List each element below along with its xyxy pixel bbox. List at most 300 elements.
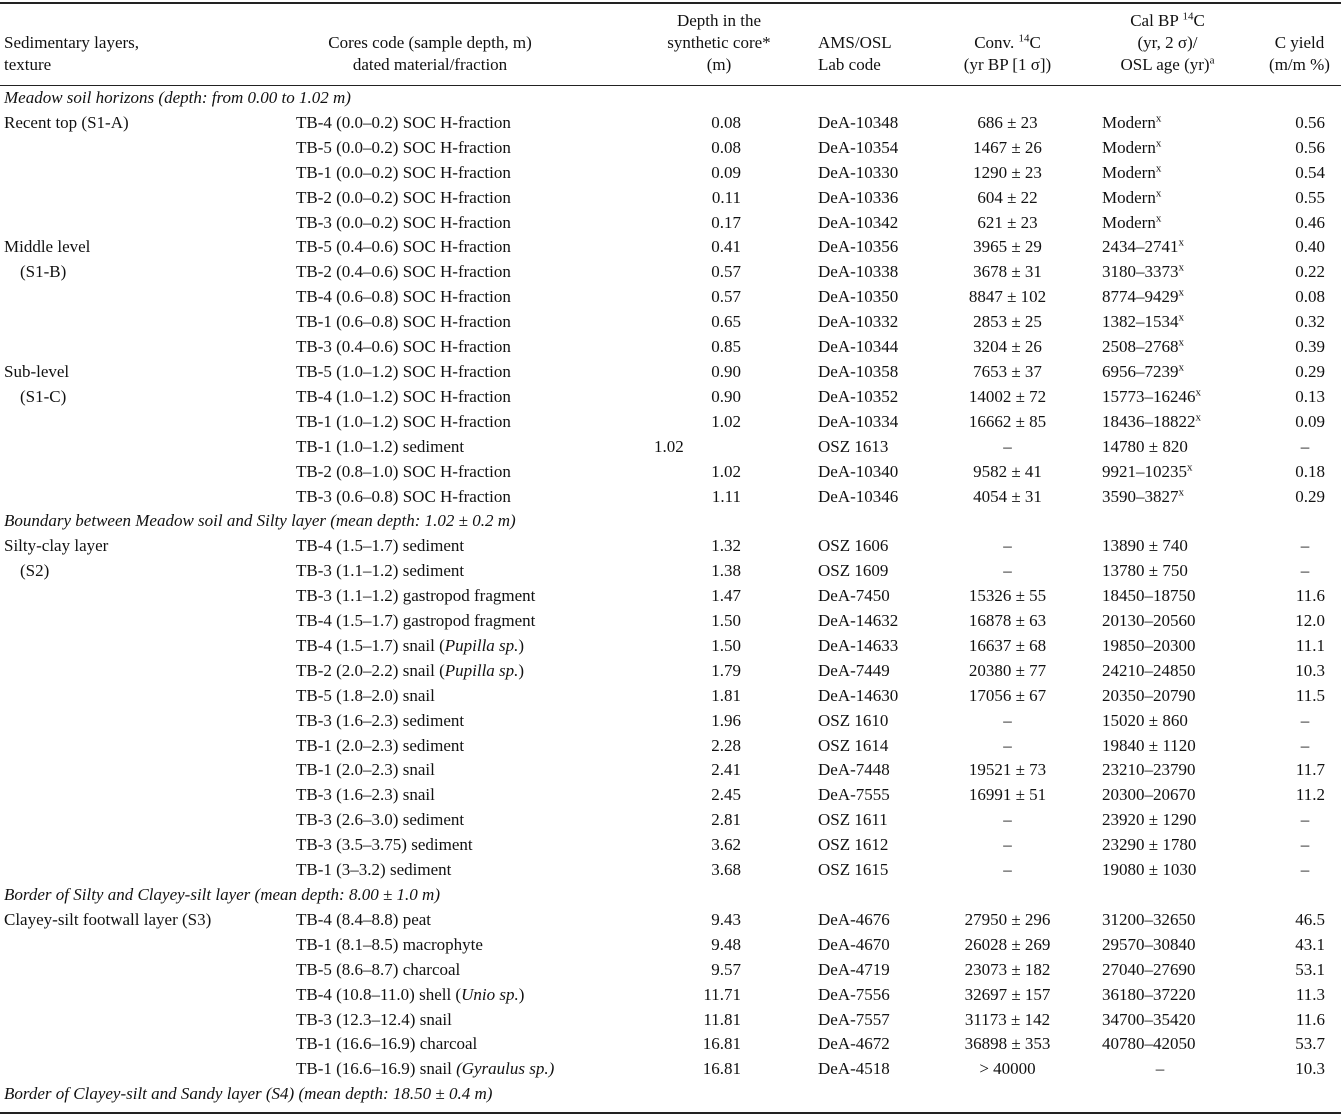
header-core-line1: Cores code (sample depth, m): [328, 33, 532, 52]
c-yield-cell: 0.32: [1295, 312, 1325, 332]
table-row: [0, 1057, 1341, 1082]
conv-age-cell: 23073 ± 182: [964, 959, 1051, 979]
conv-age-cell: 1290 ± 23: [973, 162, 1042, 182]
table-row: [0, 734, 1341, 759]
cal-age-cell: 20350–20790: [1102, 685, 1196, 705]
table-row: [0, 559, 1341, 584]
table-row: [0, 858, 1341, 883]
header-depth-line3: (m): [706, 55, 732, 74]
table-row: [0, 808, 1341, 833]
table-row: [0, 460, 1341, 485]
cal-age-cell: 15020 ± 860: [1102, 710, 1188, 730]
core-cell: TB-4 (8.4–8.8) peat: [296, 909, 432, 929]
depth-cell: 0.08: [711, 112, 741, 132]
core-cell: TB-1 (3–3.2) sediment: [296, 860, 452, 880]
c-yield-cell: –: [1300, 835, 1310, 855]
core-cell: TB-4 (10.8–11.0) shell (Unio sp.): [296, 984, 525, 1004]
depth-cell: 1.02: [711, 461, 741, 481]
header-cal-main: Cal BP: [1130, 11, 1179, 30]
c-yield-cell: 0.39: [1295, 337, 1325, 357]
lab-code-cell: OSZ 1606: [818, 536, 889, 556]
depth-cell: 1.02: [711, 411, 741, 431]
cal-age-cell: 23210–23790: [1102, 760, 1196, 780]
cal-age-cell: Modern$^x$: [1102, 137, 1162, 157]
conv-age-cell: 20380 ± 77: [968, 660, 1047, 680]
header-core: [300, 10, 560, 76]
c-yield-cell: –: [1300, 860, 1310, 880]
footnote-mark: x: [1155, 211, 1162, 224]
core-cell: TB-1 (1.0–1.2) SOC H-fraction: [296, 411, 511, 431]
cal-age-cell: 34700–35420: [1102, 1009, 1196, 1029]
table-row: [0, 186, 1341, 211]
header-cal-line1: [1095, 10, 1240, 32]
conv-age-cell: 15326 ± 55: [968, 586, 1047, 606]
table-row: [0, 684, 1341, 709]
conv-age-cell: 14002 ± 72: [968, 386, 1047, 406]
footnote-mark: x: [1178, 336, 1184, 349]
lab-code-cell: DeA-14630: [818, 685, 899, 705]
lab-code-cell: DeA-10354: [818, 137, 899, 157]
header-cal-line3-text: OSL age (yr): [1120, 55, 1210, 74]
cal-age-cell: 2434–2741$^x$: [1102, 236, 1184, 257]
depth-cell: 1.96: [711, 710, 741, 730]
conv-age-cell: > 40000: [979, 1059, 1036, 1079]
table-row: [0, 1032, 1341, 1057]
depth-cell: 0.57: [711, 287, 741, 307]
conv-age-cell: 2853 ± 25: [973, 312, 1042, 332]
header-depth-line1: Depth in the: [676, 11, 762, 30]
lab-code-cell: OSZ 1611: [818, 810, 888, 830]
lab-code-cell: DeA-10338: [818, 262, 899, 282]
core-cell: TB-3 (2.6–3.0) sediment: [296, 810, 465, 830]
header-conv-rest: C: [1029, 33, 1041, 52]
table-row: [0, 584, 1341, 609]
lab-code-cell: DeA-10352: [818, 386, 899, 406]
lab-code-cell: DeA-10332: [818, 312, 899, 332]
core-cell: TB-1 (2.0–2.3) sediment: [296, 735, 465, 755]
depth-cell: 1.11: [711, 486, 741, 506]
lab-code-cell: DeA-10344: [818, 337, 899, 357]
table-row: [0, 1008, 1341, 1033]
section-heading: Boundary between Meadow soil and Silty layer (mean depth: 1.02 ± 0.2 m): [4, 511, 516, 531]
depth-cell: 16.81: [702, 1059, 741, 1079]
depth-cell: 9.43: [711, 909, 741, 929]
table-row: [0, 285, 1341, 310]
taxon-name: Pupilla sp.: [444, 660, 519, 680]
depth-cell: 0.57: [711, 262, 741, 282]
conv-age-cell: 16662 ± 85: [968, 411, 1047, 431]
lab-code-cell: DeA-7449: [818, 660, 890, 680]
lab-code-cell: OSZ 1612: [818, 835, 889, 855]
conv-age-cell: 16991 ± 51: [968, 785, 1047, 805]
footnote-mark: x: [1178, 361, 1184, 374]
layer-cell: Sub-level: [4, 361, 70, 381]
footnote-mark: x: [1178, 485, 1184, 498]
c-yield-cell: 11.5: [1295, 685, 1325, 705]
lab-code-cell: DeA-10350: [818, 287, 899, 307]
cal-age-cell: 40780–42050: [1102, 1034, 1196, 1054]
lab-code-cell: DeA-7557: [818, 1009, 890, 1029]
footnote-mark: x: [1155, 186, 1162, 199]
conv-age-cell: 3678 ± 31: [973, 262, 1042, 282]
header-depth-line2: synthetic core*: [667, 33, 771, 52]
header-depth: [654, 10, 784, 76]
cal-age-cell: 9921–10235$^x$: [1102, 460, 1193, 481]
lab-code-cell: OSZ 1614: [818, 735, 889, 755]
conv-age-cell: –: [1003, 561, 1012, 581]
lab-code-cell: DeA-10346: [818, 486, 899, 506]
core-cell: TB-1 (0.0–0.2) SOC H-fraction: [296, 162, 511, 182]
depth-cell: 3.68: [711, 860, 741, 880]
core-cell: TB-3 (3.5–3.75) sediment: [296, 835, 473, 855]
core-cell: TB-2 (0.4–0.6) SOC H-fraction: [296, 262, 511, 282]
cal-age-cell: 14780 ± 820: [1102, 436, 1188, 456]
conv-age-cell: 19521 ± 73: [968, 760, 1047, 780]
layer-cell: Middle level: [4, 237, 91, 257]
conv-age-cell: 4054 ± 31: [973, 486, 1042, 506]
section-heading: Meadow soil horizons (depth: from 0.00 to 1.02 m): [4, 88, 351, 107]
header-cal-sup: 14: [1182, 10, 1194, 23]
c-yield-cell: –: [1300, 436, 1310, 456]
header-layer-line2: texture: [4, 55, 52, 74]
conv-age-cell: –: [1003, 436, 1012, 456]
c-yield-cell: 0.56: [1295, 112, 1325, 132]
core-cell: TB-4 (1.5–1.7) sediment: [296, 536, 465, 556]
section-heading: Border of Silty and Clayey-silt layer (mean depth: 8.00 ± 1.0 m): [4, 885, 440, 904]
c-yield-cell: 0.54: [1295, 162, 1325, 182]
depth-cell: 1.02: [654, 436, 684, 456]
cal-age-cell: 24210–24850: [1102, 660, 1196, 680]
table-row: [0, 958, 1341, 983]
cal-age-cell: –: [1155, 1059, 1165, 1079]
core-cell: TB-3 (1.1–1.2) gastropod fragment: [296, 586, 536, 606]
section-heading: Border of Clayey-silt and Sandy layer (S4) (mean depth: 18.50 ± 0.4 m): [4, 1084, 493, 1104]
depth-cell: 0.09: [711, 162, 741, 182]
cal-age-cell: 23290 ± 1780: [1102, 835, 1197, 855]
c-yield-cell: 0.13: [1295, 386, 1325, 406]
bottom-rule: [0, 1112, 1341, 1114]
conv-age-cell: 604 ± 22: [977, 187, 1038, 207]
depth-cell: 1.50: [711, 635, 741, 655]
table-row: [0, 410, 1341, 435]
core-cell: TB-4 (1.5–1.7) snail (Pupilla sp.): [296, 635, 525, 655]
cal-age-cell: 18450–18750: [1102, 586, 1196, 606]
lab-code-cell: DeA-14633: [818, 635, 899, 655]
core-cell: TB-4 (1.0–1.2) SOC H-fraction: [296, 386, 511, 406]
layer-cell: (S1-C): [20, 386, 67, 406]
depth-cell: 1.50: [711, 611, 741, 631]
depth-cell: 1.47: [711, 586, 741, 606]
core-cell: TB-2 (0.0–0.2) SOC H-fraction: [296, 187, 511, 207]
header-lab: [818, 10, 892, 76]
c-yield-cell: 0.22: [1295, 262, 1325, 282]
table-row: [0, 161, 1341, 186]
cal-age-cell: 2508–2768$^x$: [1102, 336, 1184, 357]
depth-cell: 1.38: [711, 561, 741, 581]
c-yield-cell: 11.3: [1295, 984, 1325, 1004]
lab-code-cell: DeA-4676: [818, 909, 890, 929]
layer-cell: Recent top (S1-A): [4, 112, 129, 132]
cal-age-cell: 18436–18822$^x$: [1102, 411, 1201, 431]
lab-code-cell: DeA-7448: [818, 760, 890, 780]
lab-code-cell: DeA-7556: [818, 984, 890, 1004]
cal-age-cell: 29570–30840: [1102, 934, 1196, 954]
conv-age-cell: –: [1003, 810, 1012, 830]
core-cell: TB-1 (0.6–0.8) SOC H-fraction: [296, 312, 511, 332]
footnote-mark: x: [1155, 112, 1162, 125]
conv-age-cell: –: [1003, 735, 1012, 755]
conv-age-cell: –: [1003, 860, 1012, 880]
table-row: [0, 360, 1341, 385]
depth-cell: 0.41: [711, 237, 741, 257]
c-yield-cell: 11.2: [1295, 785, 1325, 805]
table-row: [0, 908, 1341, 933]
core-cell: TB-3 (12.3–12.4) snail: [296, 1009, 452, 1029]
header-layer: [4, 10, 139, 76]
table-row: [0, 260, 1341, 285]
c-yield-cell: 0.40: [1295, 237, 1325, 257]
depth-cell: 11.71: [703, 984, 741, 1004]
depth-cell: 0.17: [711, 212, 741, 232]
section-heading-row: [0, 86, 1341, 111]
cal-age-cell: 6956–7239$^x$: [1102, 361, 1184, 381]
layer-cell: (S2): [20, 561, 50, 581]
lab-code-cell: DeA-10340: [818, 461, 899, 481]
core-cell: TB-5 (8.6–8.7) charcoal: [296, 959, 461, 979]
conv-age-cell: –: [1003, 710, 1012, 730]
core-cell: TB-5 (0.0–0.2) SOC H-fraction: [296, 137, 511, 157]
core-cell: TB-1 (1.0–1.2) sediment: [296, 436, 465, 456]
table-row: [0, 634, 1341, 659]
core-cell: TB-3 (0.4–0.6) SOC H-fraction: [296, 337, 511, 357]
c-yield-cell: –: [1300, 735, 1310, 755]
conv-age-cell: 16637 ± 68: [968, 635, 1047, 655]
conv-age-cell: 9582 ± 41: [973, 461, 1042, 481]
table-row: [0, 111, 1341, 136]
header-conv-main: Conv.: [974, 33, 1015, 52]
depth-cell: 0.90: [711, 361, 741, 381]
table-row: [0, 758, 1341, 783]
header-cal-line2: (yr, 2 σ)/: [1137, 33, 1198, 52]
c-yield-cell: 10.3: [1295, 660, 1325, 680]
header-cal-line3: [1095, 54, 1240, 76]
conv-age-cell: 31173 ± 142: [964, 1009, 1051, 1029]
conv-age-cell: 27950 ± 296: [964, 909, 1051, 929]
depth-cell: 0.85: [711, 337, 741, 357]
conv-age-cell: 17056 ± 67: [968, 685, 1047, 705]
top-rule: [0, 2, 1341, 4]
table-row: [0, 833, 1341, 858]
cal-age-cell: Modern$^x$: [1102, 162, 1162, 182]
depth-cell: 9.57: [711, 959, 741, 979]
conv-age-cell: 7653 ± 37: [973, 361, 1042, 381]
cal-age-cell: 13890 ± 740: [1102, 536, 1188, 556]
c-yield-cell: 11.7: [1295, 760, 1325, 780]
core-cell: TB-3 (0.0–0.2) SOC H-fraction: [296, 212, 511, 232]
section-heading-row: [0, 1082, 1341, 1107]
header-cal: [1095, 10, 1240, 76]
header-conv-line1: [940, 32, 1075, 54]
taxon-name: (Gyraulus sp.): [456, 1059, 555, 1079]
depth-cell: 1.79: [711, 660, 741, 680]
lab-code-cell: DeA-10356: [818, 237, 899, 257]
conv-age-cell: 3965 ± 29: [973, 237, 1042, 257]
c-yield-cell: 0.09: [1295, 411, 1325, 431]
conv-age-cell: 26028 ± 269: [964, 934, 1051, 954]
lab-code-cell: DeA-10342: [818, 212, 899, 232]
table-row: [0, 783, 1341, 808]
lab-code-cell: DeA-10334: [818, 411, 899, 431]
section-heading-row: [0, 509, 1341, 534]
table-row: [0, 983, 1341, 1008]
depth-cell: 2.45: [711, 785, 741, 805]
conv-age-cell: 686 ± 23: [977, 112, 1038, 132]
table-row: [0, 609, 1341, 634]
conv-age-cell: 1467 ± 26: [973, 137, 1042, 157]
table-row: [0, 310, 1341, 335]
lab-code-cell: DeA-4672: [818, 1034, 890, 1054]
core-cell: TB-3 (1.6–2.3) snail: [296, 785, 435, 805]
table-row: [0, 709, 1341, 734]
c-yield-cell: –: [1300, 561, 1310, 581]
conv-age-cell: –: [1003, 835, 1012, 855]
footnote-mark: x: [1178, 286, 1184, 299]
depth-cell: 9.48: [711, 934, 741, 954]
cal-age-cell: 27040–27690: [1102, 959, 1196, 979]
depth-cell: 2.28: [711, 735, 741, 755]
core-cell: TB-3 (1.1–1.2) sediment: [296, 561, 465, 581]
lab-code-cell: OSZ 1613: [818, 436, 889, 456]
lab-code-cell: DeA-10358: [818, 361, 899, 381]
c-yield-cell: 0.56: [1295, 137, 1325, 157]
table-row: [0, 534, 1341, 559]
c-yield-cell: –: [1300, 710, 1310, 730]
depth-cell: 11.81: [703, 1009, 741, 1029]
table-row: [0, 211, 1341, 236]
core-cell: TB-1 (16.6–16.9) snail (Gyraulus sp.): [296, 1059, 555, 1079]
layer-cell: (S1-B): [20, 262, 67, 282]
conv-age-cell: –: [1003, 536, 1012, 556]
cal-age-cell: Modern$^x$: [1102, 112, 1162, 132]
conv-age-cell: 32697 ± 157: [964, 984, 1051, 1004]
lab-code-cell: DeA-7555: [818, 785, 890, 805]
cal-age-cell: 13780 ± 750: [1102, 561, 1188, 581]
footnote-mark: x: [1178, 261, 1184, 274]
core-cell: TB-4 (0.0–0.2) SOC H-fraction: [296, 112, 511, 132]
depth-cell: 3.62: [711, 835, 741, 855]
c-yield-cell: 12.0: [1295, 611, 1325, 631]
core-cell: TB-1 (16.6–16.9) charcoal: [296, 1034, 478, 1054]
lab-code-cell: OSZ 1609: [818, 561, 889, 581]
c-yield-cell: 0.46: [1295, 212, 1325, 232]
c-yield-cell: –: [1300, 536, 1310, 556]
footnote-mark: x: [1155, 137, 1162, 150]
c-yield-cell: 10.3: [1295, 1059, 1325, 1079]
c-yield-cell: 11.6: [1295, 586, 1325, 606]
depth-cell: 0.90: [711, 386, 741, 406]
table-row: [0, 335, 1341, 360]
conv-age-cell: 16878 ± 63: [968, 611, 1047, 631]
lab-code-cell: DeA-4719: [818, 959, 890, 979]
lab-code-cell: DeA-10336: [818, 187, 899, 207]
cal-age-cell: 1382–1534$^x$: [1102, 311, 1184, 332]
footnote-mark: x: [1178, 236, 1184, 249]
depth-cell: 0.11: [711, 187, 741, 207]
cal-age-cell: 20300–20670: [1102, 785, 1196, 805]
lab-code-cell: DeA-7450: [818, 586, 890, 606]
c-yield-cell: 53.1: [1295, 959, 1325, 979]
header-lab-line2: Lab code: [818, 55, 881, 74]
header-conv-sup: 14: [1018, 32, 1030, 45]
footnote-mark: x: [1195, 411, 1201, 424]
table-row: [0, 385, 1341, 410]
core-cell: TB-2 (2.0–2.2) snail (Pupilla sp.): [296, 660, 525, 680]
table-body: [0, 86, 1341, 1107]
core-cell: TB-2 (0.8–1.0) SOC H-fraction: [296, 461, 511, 481]
cal-age-cell: 15773–16246$^x$: [1102, 386, 1201, 406]
header-cal-rest: C: [1193, 11, 1205, 30]
core-cell: TB-5 (0.4–0.6) SOC H-fraction: [296, 237, 511, 257]
section-heading-row: [0, 883, 1341, 908]
core-cell: TB-3 (0.6–0.8) SOC H-fraction: [296, 486, 511, 506]
core-cell: TB-1 (2.0–2.3) snail: [296, 760, 435, 780]
layer-cell: Silty-clay layer: [4, 536, 109, 556]
table-row: [0, 659, 1341, 684]
table-row: [0, 435, 1341, 460]
cal-age-cell: Modern$^x$: [1102, 211, 1162, 232]
taxon-name: Unio sp.: [461, 984, 519, 1004]
header-yield: [1262, 10, 1337, 76]
header-cal-line3-sup: a: [1209, 54, 1215, 67]
depth-cell: 1.81: [711, 685, 741, 705]
table-row: [0, 136, 1341, 161]
c-yield-cell: 0.29: [1295, 361, 1325, 381]
c-yield-cell: –: [1300, 810, 1310, 830]
depth-cell: 0.08: [711, 137, 741, 157]
depth-cell: 2.41: [711, 760, 741, 780]
cal-age-cell: 3590–3827$^x$: [1102, 485, 1184, 506]
lab-code-cell: DeA-10348: [818, 112, 899, 132]
depth-cell: 16.81: [702, 1034, 741, 1054]
table-row: [0, 485, 1341, 510]
cal-age-cell: 23920 ± 1290: [1102, 810, 1197, 830]
lab-code-cell: DeA-4670: [818, 934, 890, 954]
lab-code-cell: DeA-4518: [818, 1059, 890, 1079]
header-yield-line2: (m/m %): [1269, 55, 1330, 74]
cal-age-cell: 8774–9429$^x$: [1102, 286, 1184, 307]
table-row: [0, 235, 1341, 260]
c-yield-cell: 53.7: [1295, 1034, 1325, 1054]
header-conv-line2: (yr BP [1 σ]): [963, 55, 1052, 74]
core-cell: TB-1 (8.1–8.5) macrophyte: [296, 934, 483, 954]
depth-cell: 0.65: [711, 312, 741, 332]
core-cell: TB-5 (1.0–1.2) SOC H-fraction: [296, 361, 511, 381]
footnote-mark: x: [1178, 311, 1184, 324]
core-cell: TB-4 (0.6–0.8) SOC H-fraction: [296, 287, 511, 307]
cal-age-cell: 31200–32650: [1102, 909, 1196, 929]
core-cell: TB-4 (1.5–1.7) gastropod fragment: [296, 611, 536, 631]
footnote-mark: x: [1195, 386, 1201, 399]
conv-age-cell: 621 ± 23: [977, 212, 1038, 232]
c-yield-cell: 0.18: [1295, 461, 1325, 481]
c-yield-cell: 0.55: [1295, 187, 1325, 207]
depth-cell: 1.32: [711, 536, 741, 556]
conv-age-cell: 8847 ± 102: [968, 287, 1047, 307]
c-yield-cell: 43.1: [1295, 934, 1325, 954]
c-yield-cell: 46.5: [1295, 909, 1325, 929]
conv-age-cell: 3204 ± 26: [973, 337, 1042, 357]
table-row: [0, 933, 1341, 958]
